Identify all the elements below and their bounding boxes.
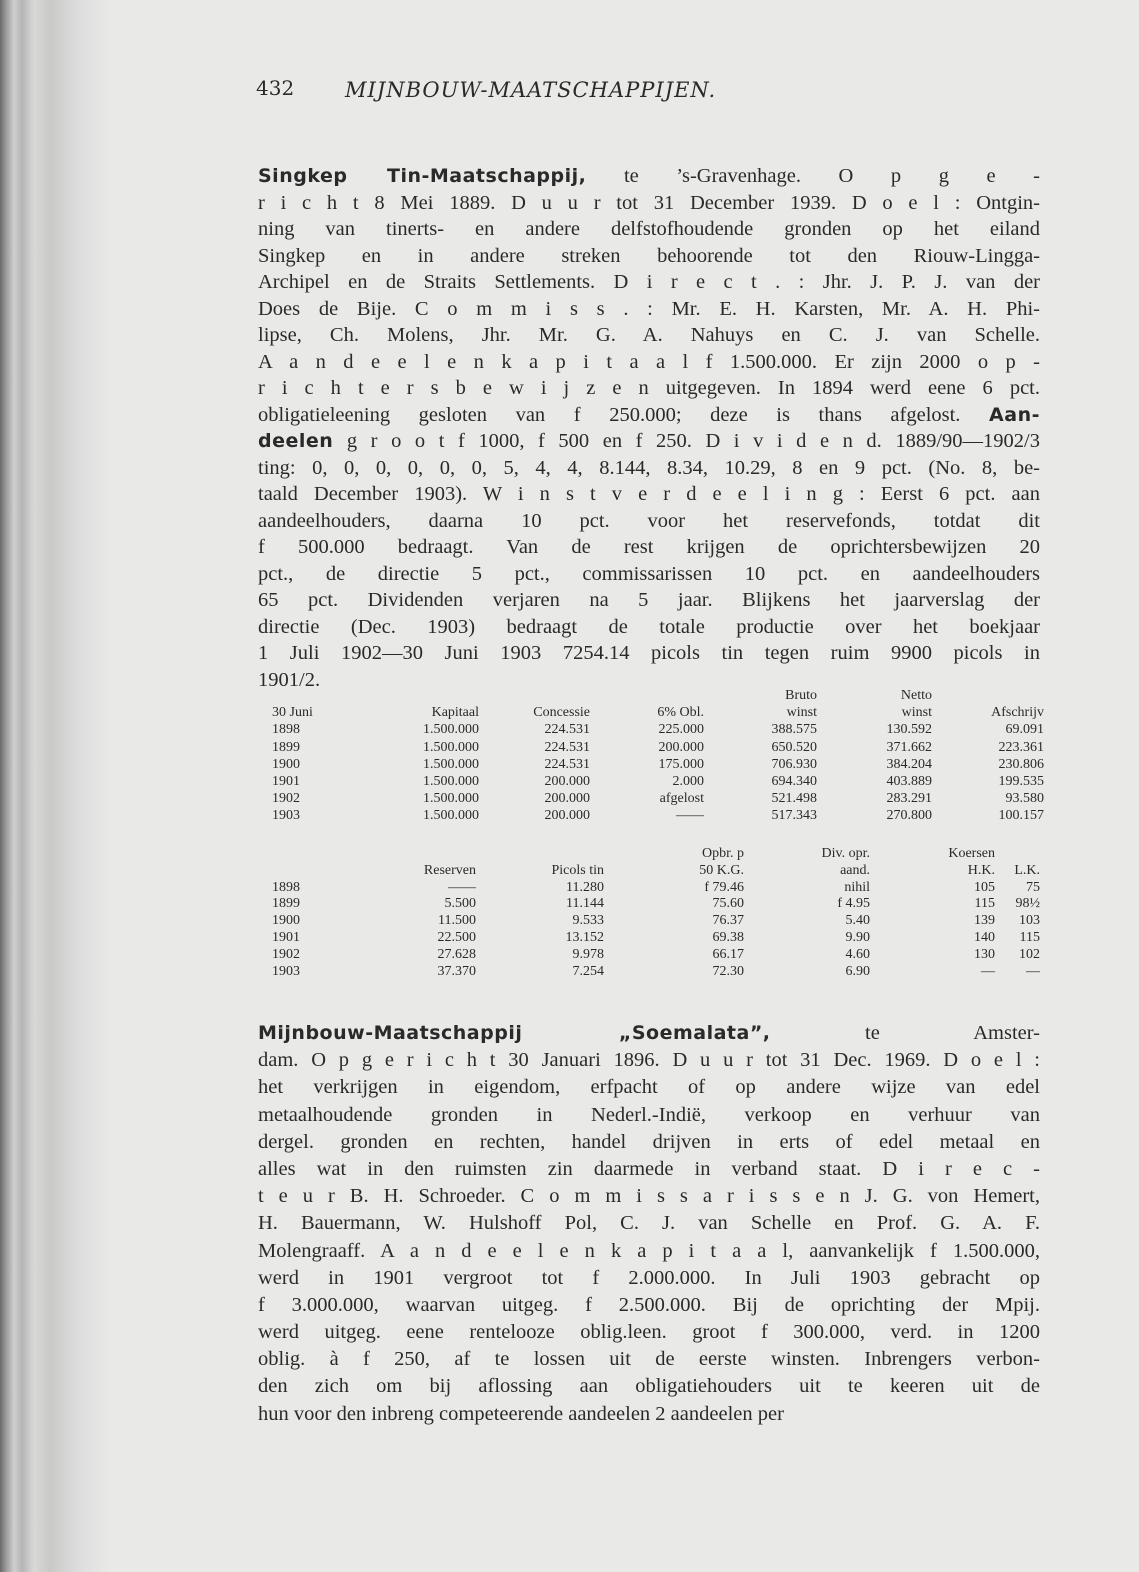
text-line [258,1156,1040,1183]
text-line [258,322,1040,349]
table-cell: 200.000 [544,791,590,807]
company-name-bold: Aan- [989,403,1040,426]
text-line [258,1020,1040,1047]
table-cell: 6.90 [845,963,870,979]
table-cell: 1.500.000 [423,791,479,807]
column-header: Bruto [785,688,817,703]
table-cell: 103 [1019,913,1040,929]
table-cell: 130.592 [886,722,932,738]
table-cell: 76.37 [712,913,744,929]
table-cell: 75 [1026,879,1040,895]
table-cell: nihil [844,879,870,895]
book-binding-edge [0,0,110,1572]
table-cell: 140 [974,930,995,945]
section-singkep-tin [258,163,1040,693]
table-cell: 75.60 [712,896,744,912]
column-header: Picols tin [551,862,604,878]
column-header: 30 Juni [272,705,313,721]
table-cell: 115 [974,896,995,912]
text-line [258,428,1040,455]
column-header: Netto [900,688,932,703]
table-cell: 1899 [272,739,300,755]
text-segment: directie (Dec. 1903) bedraagt de totale productie over het boekjaar [258,615,1040,638]
table-cell: 270.800 [886,808,932,824]
column-header: Kapitaal [431,705,479,721]
table-cell: 5.500 [444,896,476,912]
text-line [258,455,1040,482]
table-cell: 1903 [272,808,300,824]
table-cell: —— [448,879,476,895]
column-header: aand. [840,862,870,878]
text-segment: te Amster- [770,1022,1040,1044]
table-cell: 200.000 [658,739,704,755]
column-header: winst [786,705,817,721]
table-cell: 4.60 [845,946,870,962]
text-segment: taald December 1903). W i n s t v e r d e e l i n g : Eerst 6 pct. aan [258,483,1040,505]
table-cell: 371.662 [886,739,932,755]
table-cell: 403.889 [886,774,932,789]
table-cell: 115 [1019,930,1040,945]
text-segment: het verkrijgen in eigendom, erfpacht of op andere wijze van edel [258,1076,1040,1099]
text-line [258,1129,1040,1156]
table-cell: 66.17 [712,946,744,962]
table-cell: 130 [974,946,995,962]
table-cell: 98½ [1015,896,1040,912]
table-cell: 27.628 [437,946,476,962]
table-cell: 283.291 [886,791,932,807]
table-cell: 37.370 [437,963,476,979]
text-line [258,1373,1040,1400]
table-cell: 1.500.000 [423,722,479,738]
table-cell: 706.930 [771,756,817,772]
table-cell: — [981,963,995,979]
table-cell: 1899 [272,896,300,912]
text-line [258,1292,1040,1319]
text-segment: Molengraaff. A a n d e e l e n k a p i t a a l, aanvankelijk f 1.500.000, [258,1239,1040,1262]
text-segment: t e u r B. H. Schroeder. C o m m i s s a r i s s e n J. G. von Hemert, [258,1185,1040,1208]
column-header: winst [901,705,932,721]
table-cell: 517.343 [771,808,817,824]
text-segment: aandeelhouders, daarna 10 pct. voor het reservefonds, totdat dit [258,509,1040,532]
column-header: Koersen [948,846,995,861]
text-line [258,163,1040,190]
table-cell: 72.30 [712,963,744,979]
text-segment: pct., de directie 5 pct., commissarissen 10 pct. en aandeelhouders [258,562,1040,585]
table-cell: 1.500.000 [423,756,479,772]
section-soemalata [258,1020,1040,1428]
text-segment: H. Bauermann, W. Hulshoff Pol, C. J. van Schelle en Prof. G. A. F. [258,1212,1040,1235]
table-cell: 11.144 [566,896,604,912]
table-cell: 1898 [272,722,300,738]
table-cell: 9.90 [845,930,870,945]
text-segment: A a n d e e l e n k a p i t a a l f 1.500.000. Er zijn 2000 o p - [258,350,1040,373]
table-cell: —— [676,808,704,824]
text-segment: den zich om bij aflossing aan obligatiehouders uit te keeren uit de [258,1375,1040,1398]
column-header: H.K. [967,862,995,878]
text-segment: f 3.000.000, waarvan uitgeg. f 2.500.000. Bij de oprichting der Mpij. [258,1293,1040,1316]
table-cell: 521.498 [771,791,817,807]
table-cell: f 79.46 [704,879,744,895]
table-cell: 1903 [272,963,300,979]
table-cell: 1.500.000 [423,808,479,824]
text-segment: r i c h t e r s b e w i j z e n uitgegeven. In 1894 werd eene 6 pct. [258,377,1040,399]
text-line [258,587,1040,614]
table-cell: 225.000 [658,722,704,738]
text-line [258,1102,1040,1129]
text-segment: te ’s-Gravenhage. O p g e - [586,165,1040,187]
text-line [258,375,1040,402]
table-cell: 9.978 [572,946,604,962]
table-cell: 9.533 [572,913,604,929]
column-header: Afschrijv [991,705,1044,721]
table-cell: 175.000 [658,756,704,772]
text-line [258,1319,1040,1346]
table-cell: 200.000 [544,774,590,789]
text-segment: hun voor den inbreng competeerende aandeelen 2 aandeelen per [258,1402,784,1425]
table-cell: 1.500.000 [423,739,479,755]
table-cell: 93.580 [1005,791,1044,807]
running-title: MIJNBOUW-MAATSCHAPPIJEN. [345,78,717,102]
table-cell: 7.254 [572,963,604,979]
table-cell: 224.531 [544,739,590,755]
text-line [258,534,1040,561]
company-name-bold: deelen [258,430,334,452]
text-segment: 1901/2. [258,668,321,691]
table-cell: 100.157 [998,808,1044,824]
text-line [258,1346,1040,1373]
table-cell: 200.000 [544,808,590,824]
text-segment: metaalhoudende gronden in Nederl.-Indië, verkoop en verhuur van [258,1103,1040,1126]
table-cell: 11.280 [566,879,604,895]
text-segment: obligatieleening gesloten van f 250.000; deze is thans afgelost. [258,403,990,426]
table-cell: 199.535 [998,774,1044,789]
table-cell: 230.806 [998,756,1044,772]
text-segment: oblig. à f 250, af te lossen uit de eerste winsten. Inbrengers verbon- [258,1348,1040,1371]
text-line [258,1238,1040,1265]
text-line [258,243,1040,270]
table-cell: 388.575 [771,722,817,738]
table-cell: 1898 [272,879,300,895]
table-cell: 1902 [272,946,300,962]
text-segment: Archipel en de Straits Settlements. D i r e c t . : Jhr. J. P. J. van der [258,271,1040,293]
table-cell: 1900 [272,913,300,929]
text-segment: Singkep en in andere streken behoorende tot den Riouw-Lingga- [258,244,1040,267]
text-line [258,402,1040,429]
table-cell: 223.361 [998,739,1044,755]
table-cell: afgelost [659,791,704,807]
text-line [258,614,1040,641]
table-cell: 1900 [272,756,300,772]
text-line [258,1265,1040,1292]
column-header: L.K. [1014,862,1040,878]
column-header: Reserven [423,862,476,878]
text-line [258,1183,1040,1210]
text-line [258,216,1040,243]
text-segment: werd uitgeg. eene rentelooze oblig.leen. groot f 300.000, verd. in 1200 [258,1321,1040,1344]
table-cell: 102 [1019,946,1040,962]
text-line [258,1401,1040,1428]
table-cell: 5.40 [845,913,870,929]
table-cell: 384.204 [886,756,932,772]
table-cell: 13.152 [565,930,604,945]
text-segment: dam. O p g e r i c h t 30 Januari 1896. D u u r tot 31 Dec. 1969. D o e l : [258,1049,1040,1072]
text-segment: r i c h t 8 Mei 1889. D u u r tot 31 December 1939. D o e l : Ontgin- [258,191,1040,214]
text-line [258,508,1040,535]
table-cell: 2.000 [672,774,704,789]
column-header: 6% Obl. [657,705,704,721]
table-cell: 22.500 [437,930,476,945]
text-segment: g r o o t f 1000, f 500 en f 250. D i v i d e n d. 1889/90—1902/3 [333,430,1040,452]
column-header: Div. opr. [821,846,870,861]
text-segment: lipse, Ch. Molens, Jhr. Mr. G. A. Nahuys en C. J. van Schelle. [258,324,1040,346]
table-cell: 69.38 [712,930,744,945]
table-cell: 69.091 [1005,722,1044,738]
table-cell: 1901 [272,774,300,789]
text-segment: 65 pct. Dividenden verjaren na 5 jaar. Blijkens het jaarverslag der [258,589,1040,611]
column-header: 50 K.G. [699,862,744,878]
text-segment: ting: 0, 0, 0, 0, 0, 0, 5, 4, 4, 8.144, 8.34, 10.29, 8 en 9 pct. (No. 8, be- [258,456,1040,479]
text-line [258,1074,1040,1101]
text-line [258,296,1040,323]
table-cell: 224.531 [544,722,590,738]
text-segment: alles wat in den ruimsten zin daarmede in verband staat. D i r e c - [258,1157,1040,1180]
table-cell: 11.500 [438,913,476,929]
text-line [258,640,1040,667]
text-line [258,1210,1040,1237]
table-cell: f 4.95 [837,896,870,912]
table-cell: 139 [974,913,995,929]
text-segment: dergel. gronden en rechten, handel drijven in erts of edel metaal en [258,1130,1040,1153]
column-header: Opbr. p [702,846,744,861]
table-cell: — [1026,963,1040,979]
column-header: Concessie [533,705,590,721]
company-name-bold: Singkep Tin-Maatschappij, [258,165,587,187]
text-line [258,349,1040,376]
text-segment: Does de Bije. C o m m i s s . : Mr. E. H. Karsten, Mr. A. H. Phi- [258,297,1040,320]
text-line [258,269,1040,296]
text-line [258,481,1040,508]
table-cell: 650.520 [771,739,817,755]
text-segment: 1 Juli 1902—30 Juni 1903 7254.14 picols tin tegen ruim 9900 picols in [258,642,1040,664]
page-number: 432 [256,76,295,100]
table-cell: 1901 [272,930,300,945]
table-cell: 1902 [272,791,300,807]
text-segment: werd in 1901 vergroot tot f 2.000.000. In Juli 1903 gebracht op [258,1266,1040,1289]
table-cell: 694.340 [771,774,817,789]
table-cell: 105 [974,879,995,895]
text-segment: ning van tinerts- en andere delfstofhoudende gronden op het eiland [258,218,1040,240]
company-name-bold: Mijnbouw-Maatschappij „Soemalata”, [258,1022,771,1044]
table-cell: 1.500.000 [423,774,479,789]
text-segment: f 500.000 bedraagt. Van de rest krijgen de oprichtersbewijzen 20 [258,536,1040,558]
table-cell: 224.531 [544,756,590,772]
text-line [258,561,1040,588]
text-line [258,1047,1040,1074]
text-line [258,190,1040,217]
